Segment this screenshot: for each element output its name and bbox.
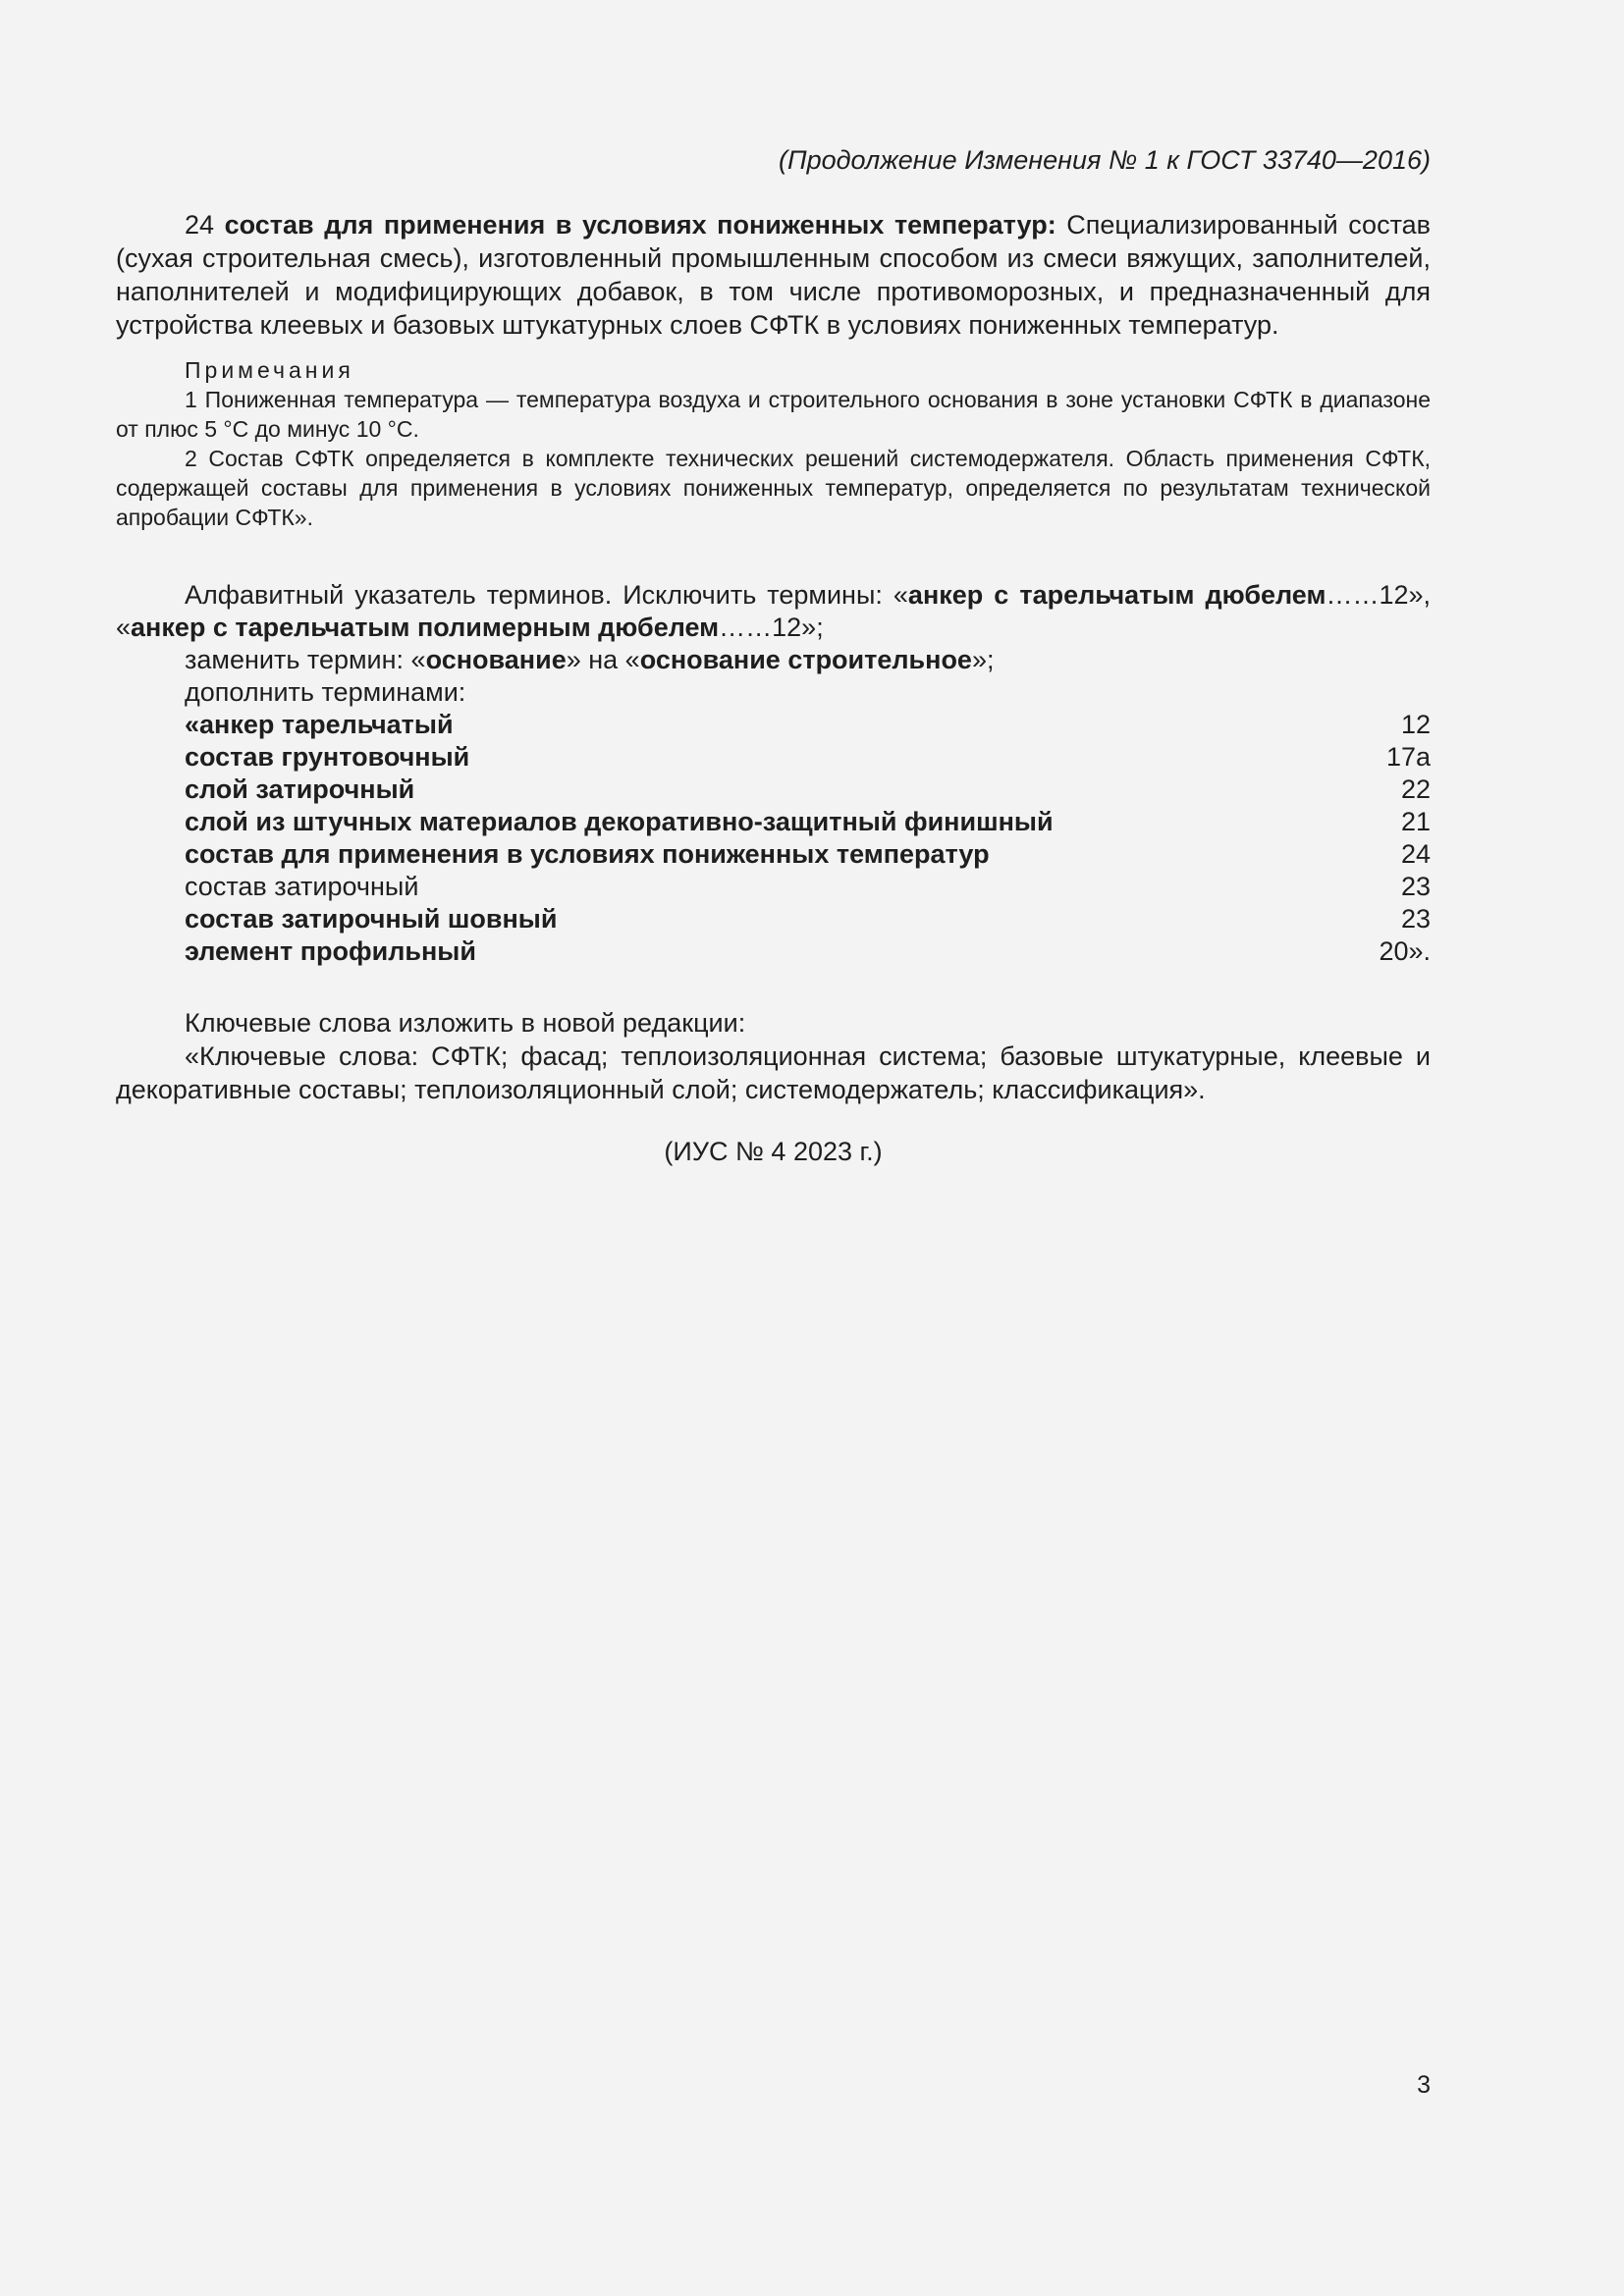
keywords-intro: Ключевые слова изложить в новой редакции: — [185, 1008, 746, 1038]
replace-mid-text: » на « — [566, 645, 640, 674]
notes-title: Примечания — [185, 357, 354, 383]
index-term-page: 20». — [1379, 936, 1431, 966]
index-term-page: 23 — [1400, 872, 1431, 901]
index-replace-paragraph — [116, 644, 1431, 676]
index-term-row — [116, 806, 1431, 838]
excluded-term-1-ref: ……12», « — [116, 580, 1432, 642]
note-item-2: 2 Состав СФТК определяется в комплекте технических решений системодержателя. Область применения СФТК, содержащей составы для применения в условиях пониженных температур, определяется по результатам технической апробации СФТК». — [116, 446, 1431, 530]
index-term-row — [116, 741, 1431, 774]
term-definition-text: Специализированный состав (сухая строительная смесь), изготовленный промышленным способом из смеси вяжущих, заполнителей, наполнителей и модифицирующих добавок, в том числе противоморозных, и предназначенный для устройства клеевых и базовых штукатурных слоев СФТК в условиях пониженных температур. — [116, 210, 1431, 340]
index-intro-text: Алфавитный указатель терминов. Исключить термины: « — [185, 580, 908, 610]
index-term-row — [116, 709, 1431, 741]
term-name: состав для применения в условиях пониженных температур: — [224, 210, 1056, 240]
continuation-header: (Продолжение Изменения № 1 к ГОСТ 33740—2016) — [779, 145, 1431, 175]
index-term-row — [116, 774, 1431, 806]
replace-to-term: основание строительное — [639, 645, 972, 674]
index-term: слой затирочный — [185, 774, 415, 804]
index-term: состав затирочный шовный — [185, 904, 558, 934]
term-number: 24 — [185, 210, 215, 240]
index-term-page: 17а — [1385, 742, 1431, 772]
page-number: 3 — [1417, 2071, 1431, 2099]
index-term-page: 22 — [1400, 774, 1431, 804]
replace-end-text: »; — [971, 645, 995, 674]
replace-from-term: основание — [425, 645, 567, 674]
note-item-1: 1 Пониженная температура — температура воздуха и строительного основания в зоне установки СФТК в диапазоне от плюс 5 °С до минус 10 °С. — [116, 387, 1431, 442]
keywords-text: «Ключевые слова: СФТК; фасад; теплоизоляционная система; базовые штукатурные, клеевые и декоративные составы; теплоизоляционный слой; системодержатель; классификация». — [116, 1041, 1431, 1104]
index-exclude-paragraph — [116, 579, 1431, 644]
ius-reference: (ИУС № 4 2023 г.) — [664, 1137, 883, 1166]
replace-text: заменить термин: « — [185, 645, 426, 674]
index-term-row — [116, 871, 1431, 903]
index-term: «анкер тарельчатый — [185, 710, 454, 739]
notes-block — [116, 355, 1431, 532]
index-term-row — [116, 838, 1431, 871]
index-term-page: 23 — [1400, 904, 1431, 934]
index-term-page: 21 — [1400, 807, 1431, 836]
term-24-definition — [116, 208, 1431, 342]
document-page — [116, 0, 1431, 2296]
index-term: состав для применения в условиях пониженных температур — [185, 839, 990, 869]
index-term: элемент профильный — [185, 936, 476, 966]
index-term: слой из штучных материалов декоративно-защитный финишный — [185, 807, 1054, 836]
excluded-term-2-ref: ……12»; — [719, 613, 824, 642]
index-supplement-text: дополнить терминами: — [185, 677, 466, 707]
index-term-page: 12 — [1400, 710, 1431, 739]
index-term-page: 24 — [1400, 839, 1431, 869]
index-term: состав грунтовочный — [185, 742, 470, 772]
index-terms-list — [116, 709, 1431, 968]
index-term-row — [116, 935, 1431, 968]
index-term-row — [116, 903, 1431, 935]
excluded-term-1: анкер с тарельчатым дюбелем — [907, 580, 1326, 610]
excluded-term-2: анкер с тарельчатым полимерным дюбелем — [131, 613, 720, 642]
alphabetical-index-section — [116, 579, 1431, 968]
index-term: состав затирочный — [185, 872, 419, 901]
keywords-section — [116, 1006, 1431, 1106]
